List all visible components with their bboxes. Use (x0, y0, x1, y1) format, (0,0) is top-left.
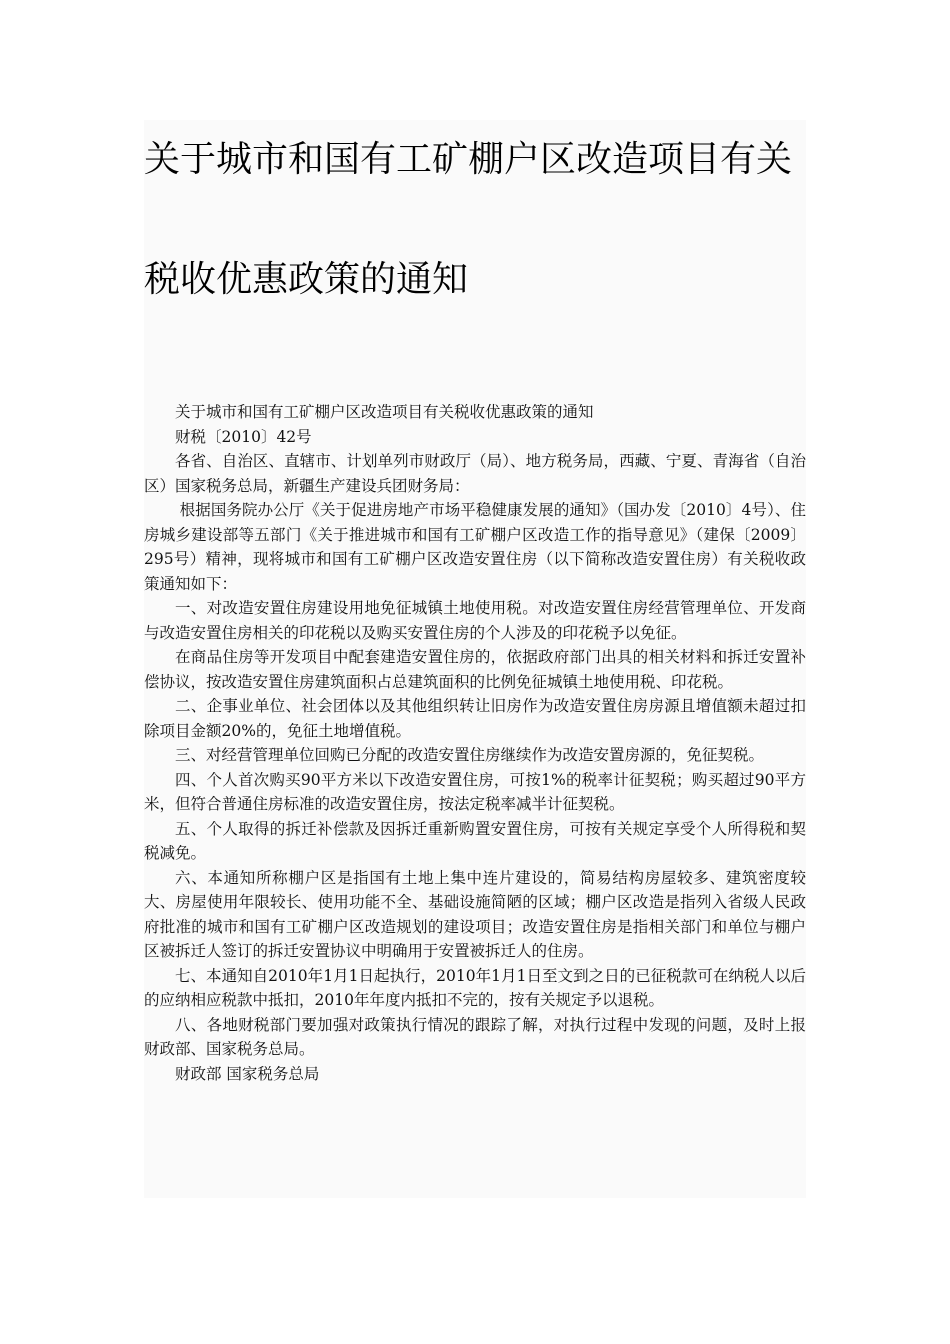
document-page (144, 120, 806, 1198)
issuing-authorities: 财政部 国家税务总局 (175, 1064, 320, 1083)
document-title-line-2: 税收优惠政策的通知 (144, 259, 469, 300)
clause-1: 一、对改造安置住房建设用地免征城镇土地使用税。对改造安置住房经营管理单位、开发商与改造安置住房相关的印花税以及购买安置住房的个人涉及的印花税予以免征。 (144, 599, 806, 642)
document-title-line-1: 关于城市和国有工矿棚户区改造项目有关 (144, 139, 793, 180)
notice-subject: 关于城市和国有工矿棚户区改造项目有关税收优惠政策的通知 (175, 403, 594, 421)
clause-8: 八、各地财税部门要加强对政策执行情况的跟踪了解，对执行过程中发现的问题，及时上报财政部、国家税务总局。 (144, 1015, 806, 1058)
preamble-paragraph: 根据国务院办公厅《关于促进房地产市场平稳健康发展的通知》（国办发〔2010〕4号）、住房城乡建设部等五部门《关于推进城市和国有工矿棚户区改造工作的指导意见》（建保〔2009〕295号）精神，现将城市和国有工矿棚户区改造安置住房（以下简称改造安置住房）有关税收政策通知如下： (144, 501, 806, 593)
clause-3: 三、对经营管理单位回购已分配的改造安置住房继续作为改造安置房源的，免征契税。 (175, 746, 765, 764)
document-number: 财税〔2010〕42号 (175, 427, 312, 446)
clause-7: 七、本通知自2010年1月1日起执行，2010年1月1日至文到之日的已征税款可在纳税人以后的应纳相应税款中抵扣，2010年年度内抵扣不完的，按有关规定予以退税。 (144, 966, 806, 1009)
addressees: 各省、自治区、直辖市、计划单列市财政厅（局）、地方税务局，西藏、宁夏、青海省（自治区）国家税务总局，新疆生产建设兵团财务局： (144, 452, 806, 495)
document-body (144, 400, 806, 1086)
clause-4: 四、个人首次购买90平方米以下改造安置住房，可按1%的税率计征契税；购买超过90平方米，但符合普通住房标准的改造安置住房，按法定税率减半计征契税。 (144, 770, 806, 813)
clause-2: 二、企事业单位、社会团体以及其他组织转让旧房作为改造安置住房房源且增值额未超过扣除项目金额20%的，免征土地增值税。 (144, 697, 806, 740)
clause-6: 六、本通知所称棚户区是指国有土地上集中连片建设的，简易结构房屋较多、建筑密度较大、房屋使用年限较长、使用功能不全、基础设施简陋的区域；棚户区改造是指列入省级人民政府批准的城市和国有工矿棚户区改造规划的建设项目；改造安置住房是指相关部门和单位与棚户区被拆迁人签订的拆迁安置协议中明确用于安置被拆迁人的住房。 (144, 868, 806, 960)
clause-5: 五、个人取得的拆迁补偿款及因拆迁重新购置安置住房，可按有关规定享受个人所得税和契税减免。 (144, 819, 806, 862)
clause-1-continued: 在商品住房等开发项目中配套建造安置住房的，依据政府部门出具的相关材料和拆迁安置补偿协议，按改造安置住房建筑面积占总建筑面积的比例免征城镇土地使用税、印花税。 (144, 648, 806, 691)
